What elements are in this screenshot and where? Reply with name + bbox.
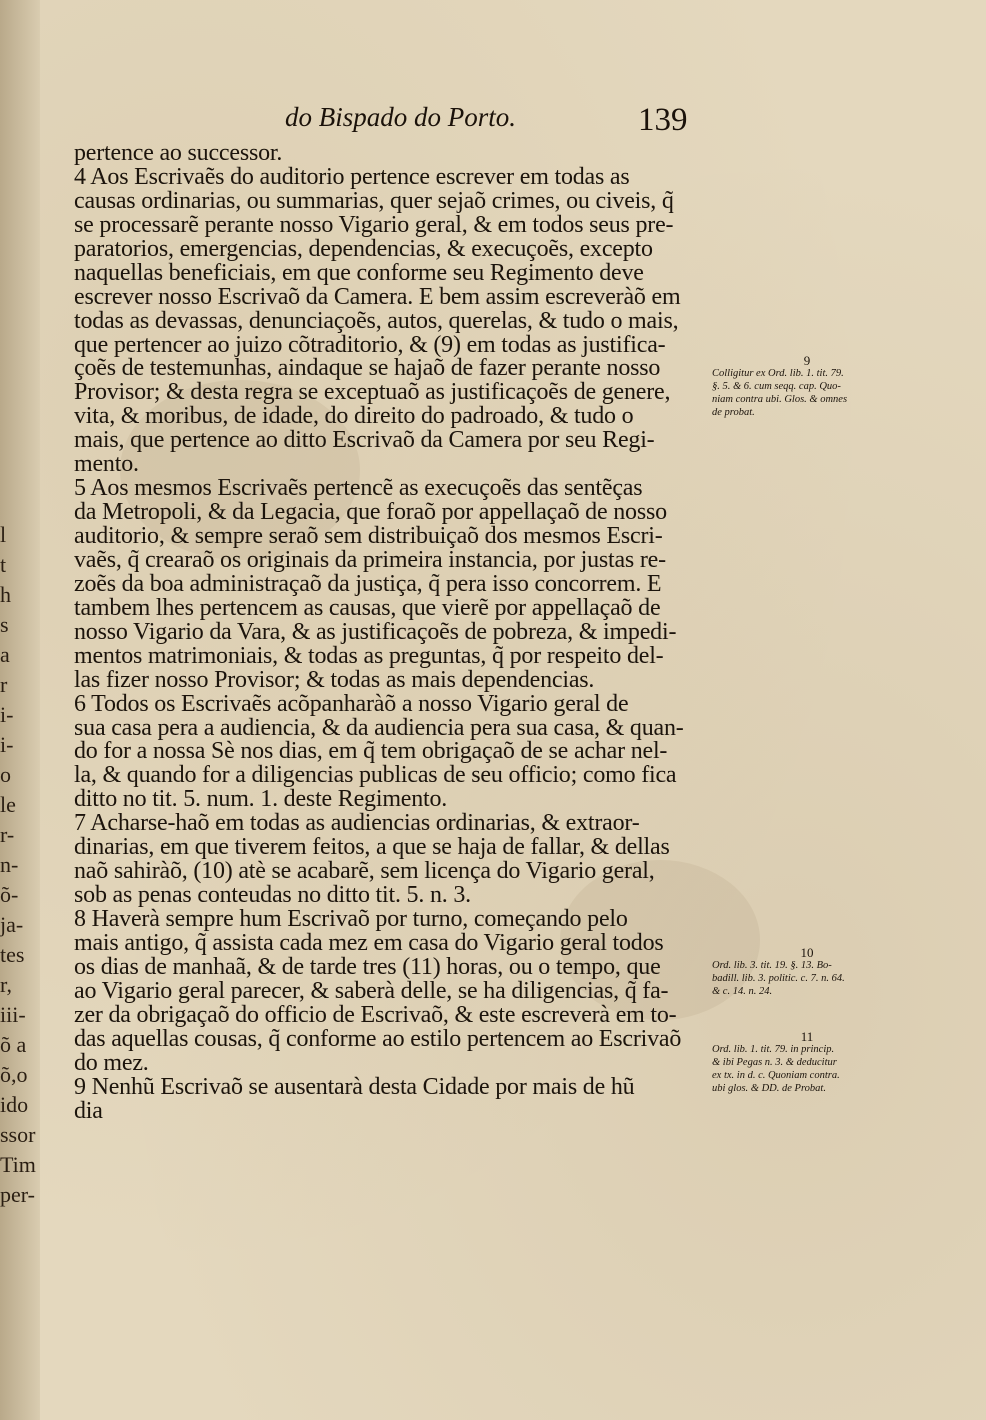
gutter-fragment: õ,o: [0, 1062, 28, 1087]
gutter-fragment: ssor: [0, 1122, 36, 1147]
text-line: ao Vigario geral parecer, & saberà delle, se ha diligencias, q̃ fa-: [74, 979, 669, 1004]
gutter-fragment: r: [0, 672, 8, 697]
gutter-fragment: s: [0, 612, 9, 637]
page-header: [75, 98, 735, 148]
gutter-fragment: õ a: [0, 1032, 27, 1057]
text-line: 7 Acharse-haõ em todas as audiencias ordinarias, & extraor-: [74, 812, 640, 837]
margin-note-line: ubi glos. & DD. de Probat.: [712, 1083, 826, 1094]
gutter-fragment: õ-: [0, 882, 19, 907]
margin-note-line: Colligitur ex Ord. lib. 1. tit. 79.: [712, 368, 844, 379]
text-line: las fizer nosso Provisor; & todas as mais dependencias.: [74, 668, 595, 693]
text-line: dinarias, em que tiverem feitos, a que se haja de fallar, & dellas: [74, 836, 670, 861]
gutter-fragment: i-: [0, 732, 14, 757]
text-line: sob as penas conteudas no ditto tit. 5. n. 3.: [74, 884, 471, 908]
margin-note-line: Ord. lib. 3. tit. 19. §. 13. Bo-: [712, 960, 832, 971]
text-line: zer da obrigaçaõ do officio de Escrivaõ, & este escreverà em to-: [74, 1003, 677, 1028]
gutter-fragment: le: [0, 792, 16, 817]
text-line: 5 Aos mesmos Escrivaẽs pertencẽ as execuçoẽs das sentẽças: [74, 477, 643, 502]
text-line: do for a nossa Sè nos dias, em q̃ tem obrigaçaõ de se achar nel-: [74, 740, 668, 765]
gutter-fragment: n-: [0, 852, 19, 877]
margin-note-line: de probat.: [712, 407, 755, 418]
text-line: se processarẽ perante nosso Vigario geral, & em todos seus pre-: [74, 213, 674, 238]
text-line: todas as devassas, denunciaçoẽs, autos, querelas, & tudo o mais,: [74, 309, 679, 334]
margin-note-line: Ord. lib. 1. tit. 79. in princip.: [712, 1044, 835, 1055]
text-line: zoẽs da boa administraçaõ da justiça, q̃ pera isso concorrem. E: [74, 572, 662, 597]
text-line: Provisor; & desta regra se exceptuaõ as justificaçoẽs de genere,: [74, 381, 671, 406]
text-line: la, & quando for a diligencias publicas de seu officio; como fica: [74, 764, 677, 789]
gutter-fragment: ja-: [0, 912, 24, 937]
gutter-fragments: [0, 520, 40, 1210]
text-line: tambem lhes pertencem as causas, que vierẽ por appellaçaõ de: [74, 596, 661, 621]
gutter-fragment: h: [0, 582, 11, 607]
gutter-fragment: r-: [0, 822, 15, 847]
gutter-fragment: per-: [0, 1182, 35, 1207]
margin-note-11: [712, 1030, 902, 1095]
text-line: pertence ao successor.: [74, 142, 283, 166]
gutter-fragment: iii-: [0, 1002, 26, 1027]
page-number: 139: [638, 102, 688, 138]
text-line: naquellas beneficiais, em que conforme seu Regimento deve: [74, 261, 644, 286]
text-line: 8 Haverà sempre hum Escrivaõ por turno, começando pelo: [74, 908, 628, 932]
text-line: mentos matrimoniais, & todas as preguntas, q̃ por respeito del-: [74, 644, 664, 669]
margin-note-number: 9: [803, 353, 811, 368]
gutter-fragment: o: [0, 762, 11, 787]
text-line: 6 Todos os Escrivaẽs acõpanharàõ a nosso Vigario geral de: [74, 692, 629, 717]
margin-note-line: niam contra ubi. Glos. & omnes: [712, 394, 848, 405]
text-line: naõ sahiràõ, (10) atè se acabarẽ, sem licença do Vigario geral,: [74, 860, 655, 885]
margin-note-line: §. 5. & 6. cum seqq. cap. Quo-: [712, 381, 841, 392]
margin-note-9: [712, 354, 902, 419]
margin-note-line: & c. 14. n. 24.: [712, 986, 773, 997]
text-line: 4 Aos Escrivaẽs do auditorio pertence escrever em todas as: [74, 165, 630, 190]
text-line: vaẽs, q̃ crearaõ os originais da primeira instancia, por justas re-: [74, 548, 666, 573]
text-line: mais antigo, q̃ assista cada mez em casa do Vigario geral todos: [74, 931, 664, 956]
gutter-fragment: Tim: [0, 1152, 36, 1177]
gutter-fragment: tes: [0, 942, 25, 967]
text-line: das aquellas cousas, q̃ conforme ao estilo pertencem ao Escrivaõ: [74, 1027, 682, 1052]
text-line: ditto no tit. 5. num. 1. deste Regimento.: [74, 788, 448, 813]
text-line: auditorio, & sempre seraõ sem distribuiçaõ dos mesmos Escri-: [74, 525, 663, 549]
text-line: çoẽs de testemunhas, aindaque se hajaõ de fazer perante nosso: [74, 357, 661, 382]
margin-note-number: 10: [800, 945, 814, 960]
text-line: vita, & moribus, de idade, do direito do padroado, & tudo o: [74, 405, 634, 430]
text-line: da Metropoli, & da Legacia, que foraõ por appellaçaõ de nosso: [74, 501, 667, 525]
text-line: que pertencer ao juizo cõtraditorio, & (9) em todas as justifica-: [74, 333, 666, 358]
gutter-fragment: l: [0, 522, 7, 547]
facing-page-gutter: [0, 0, 40, 1420]
text-line: paratorios, emergencias, dependencias, & execuçoẽs, excepto: [74, 237, 653, 262]
text-line: 9 Nenhũ Escrivaõ se ausentarà desta Cidade por mais de hũ: [74, 1075, 635, 1100]
text-line: sua casa pera a audiencia, & da audiencia pera sua casa, & quan-: [74, 716, 684, 741]
gutter-fragment: r,: [0, 972, 12, 997]
text-line: mento.: [74, 453, 139, 478]
text-line: nosso Vigario da Vara, & as justificaçoẽs de pobreza, & impedi-: [74, 620, 677, 645]
gutter-fragment: a: [0, 642, 10, 667]
text-line: dia: [74, 1099, 103, 1124]
text-line: mais, que pertence ao ditto Escrivaõ da Camera por seu Regi-: [74, 429, 655, 454]
gutter-fragment: t: [0, 552, 7, 577]
margin-note-line: badill. lib. 3. politic. c. 7. n. 64.: [712, 973, 845, 984]
margin-note-line: ex tx. in d. c. Quoniam contra.: [712, 1070, 840, 1081]
text-line: do mez.: [74, 1051, 149, 1076]
margin-note-line: & ibi Pegas n. 3. & deducitur: [712, 1057, 837, 1068]
running-title: do Bispado do Porto.: [285, 102, 517, 132]
gutter-fragment: ido: [0, 1092, 29, 1117]
margin-note-number: 11: [800, 1029, 814, 1044]
main-text-column: [74, 142, 722, 1123]
gutter-fragment: i-: [0, 702, 14, 727]
text-line: escrever nosso Escrivaõ da Camera. E bem assim escreveràõ em: [74, 285, 681, 310]
text-line: causas ordinarias, ou summarias, quer sejaõ crimes, ou civeis, q̃: [74, 189, 674, 214]
text-line: os dias de manhaã, & de tarde tres (11) horas, ou o tempo, que: [74, 955, 661, 980]
margin-note-10: [712, 946, 902, 998]
